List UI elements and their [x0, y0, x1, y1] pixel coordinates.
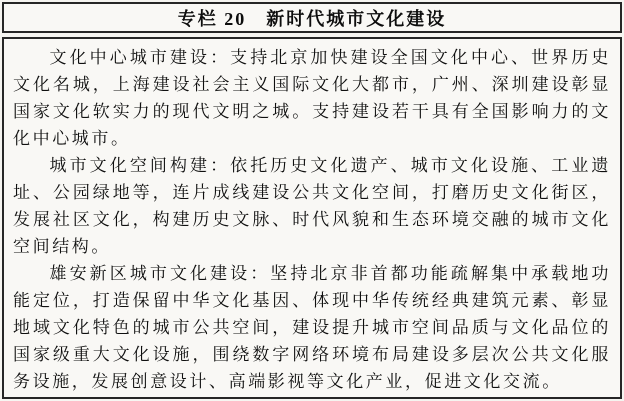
panel-title-bar [2, 2, 622, 33]
paragraph-urban-cultural-space: 城市文化空间构建：依托历史文化遗产、城市文化设施、工业遗址、公园绿地等，连片成线建设公共文化空间，打磨历史文化街区，发展社区文化，构建历史文脉、时代风貌和生态环境交融的城市文化空间结构。 [13, 156, 611, 256]
paragraph-culture-center-cities: 文化中心城市建设：支持北京加快建设全国文化中心、世界历史文化名城，上海建设社会主义国际文化大都市，广州、深圳建设彰显国家文化软实力的现代文明之城。支持建设若干具有全国影响力的文化中心城市。 [13, 48, 611, 148]
panel-body [2, 37, 622, 399]
paragraph-xiongan-new-area: 雄安新区城市文化建设：坚持北京非首都功能疏解集中承载地功能定位，打造保留中华文化基因、体现中华传统经典建筑元素、彰显地域文化特色的城市公共空间，建设提升城市空间品质与文化品位的国家级重大文化设施，围绕数字网络环境布局建设多层次公共文化服务设施，发展创意设计、高端影视等文化产业，促进文化交流。 [13, 264, 611, 391]
panel-title: 专栏 20 新时代城市文化建设 [177, 8, 447, 29]
